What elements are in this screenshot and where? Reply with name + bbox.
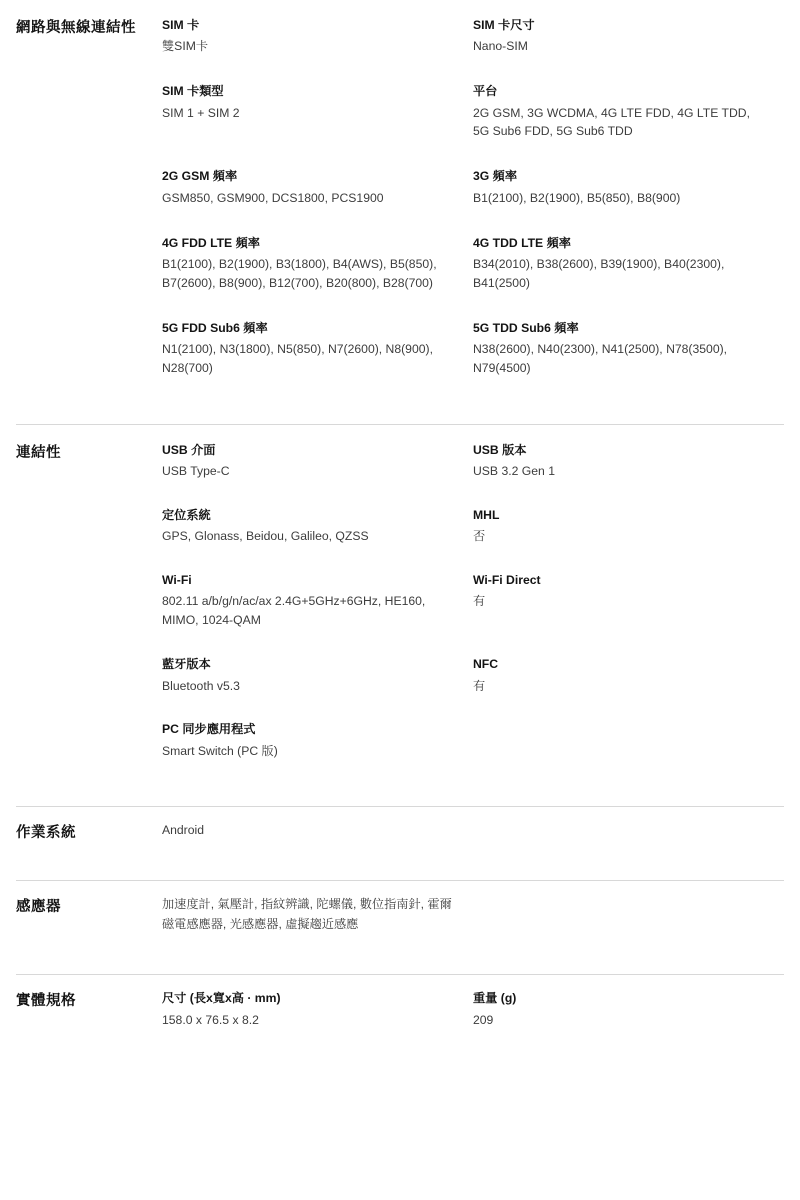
section-title-os: 作業系統 <box>16 824 76 841</box>
spec-label: SIM 卡 <box>162 18 200 32</box>
spec-item-sim-card <box>162 16 473 56</box>
spec-item-wifi-direct <box>473 571 784 630</box>
spec-value: SIM 1 + SIM 2 <box>162 105 240 120</box>
spec-label: Wi-Fi <box>162 573 192 588</box>
section-body-network <box>152 16 784 404</box>
spec-item-bluetooth <box>162 655 473 695</box>
spec-value: 有 <box>473 678 486 693</box>
spec-value: B1(2100), B2(1900), B5(850), B8(900) <box>473 190 681 205</box>
spec-value: 加速度計, 氣壓計, 指紋辨識, 陀螺儀, 數位指南針, 霍爾磁電感應器, 光感應器, 虛擬趨近感應 <box>162 897 452 931</box>
spec-label: 4G FDD LTE 頻率 <box>162 235 260 250</box>
spec-label: 3G 頻率 <box>473 169 518 184</box>
spec-label: MHL <box>473 507 500 522</box>
spec-item-usb-version <box>473 441 784 481</box>
spec-label: 5G FDD Sub6 頻率 <box>162 320 268 335</box>
spec-value: Bluetooth v5.3 <box>162 678 240 693</box>
spec-item-usb-interface <box>162 441 473 481</box>
spec-label: SIM 卡類型 <box>162 84 224 99</box>
spec-value: Android <box>162 822 205 837</box>
spec-value: 2G GSM, 3G WCDMA, 4G LTE FDD, 4G LTE TDD, 5G Sub6 FDD, 5G Sub6 TDD <box>473 105 750 139</box>
spec-value: B34(2010), B38(2600), B39(1900), B40(2300), B41(2500) <box>473 256 725 290</box>
section-body-connectivity <box>152 441 784 786</box>
spec-value: N38(2600), N40(2300), N41(2500), N78(3500), N79(4500) <box>473 341 728 375</box>
spec-label: NFC <box>473 657 499 672</box>
spacer <box>16 786 784 806</box>
section-sensors <box>16 881 784 974</box>
spec-item-pc-sync-app <box>162 720 473 760</box>
spec-item-sensors <box>162 895 473 934</box>
spec-value: USB Type-C <box>162 464 230 479</box>
spec-value: 雙SIM卡 <box>162 39 209 54</box>
spec-label: PC 同步應用程式 <box>162 722 256 737</box>
section-body-os <box>152 821 784 865</box>
section-connectivity <box>16 425 784 786</box>
spec-label: Wi-Fi Direct <box>473 573 541 588</box>
spec-label: 尺寸 (長x寬x高 · mm) <box>162 991 281 1006</box>
section-operating-system <box>16 807 784 881</box>
spec-item-4g-tdd <box>473 234 784 293</box>
spec-label: USB 介面 <box>162 442 216 457</box>
spec-item-dimensions <box>162 989 473 1029</box>
spec-item-sim-type <box>162 82 473 141</box>
spec-value: GPS, Glonass, Beidou, Galileo, QZSS <box>162 529 369 544</box>
spec-value: N1(2100), N3(1800), N5(850), N7(2600), N8(900), N28(700) <box>162 341 433 375</box>
spec-label: 藍牙版本 <box>162 657 211 672</box>
spec-item-weight <box>473 989 784 1029</box>
section-title-sensors: 感應器 <box>16 899 61 916</box>
spec-value: B1(2100), B2(1900), B3(1800), B4(AWS), B5(850), B7(2600), B8(900), B12(700), B20(800), B28(700) <box>162 256 437 290</box>
section-network-wireless <box>16 0 784 404</box>
spec-value: GSM850, GSM900, DCS1800, PCS1900 <box>162 190 384 205</box>
spec-item-4g-fdd <box>162 234 473 293</box>
spec-item-5g-tdd <box>473 319 784 378</box>
spec-item-location-system <box>162 506 473 546</box>
spec-item-3g <box>473 167 784 207</box>
spec-item-nfc <box>473 655 784 695</box>
section-physical-specs <box>16 975 784 1053</box>
spec-value: Nano-SIM <box>473 39 528 54</box>
spec-item-sim-size <box>473 16 784 56</box>
section-title-connectivity: 連結性 <box>16 444 61 461</box>
section-title-physical: 實體規格 <box>16 993 76 1010</box>
spec-value: USB 3.2 Gen 1 <box>473 464 555 479</box>
spec-value: 209 <box>473 1012 494 1027</box>
spec-value: 有 <box>473 594 486 609</box>
spec-label: 平台 <box>473 84 498 99</box>
spec-item-os <box>162 821 784 841</box>
spec-item-wifi <box>162 571 473 630</box>
spec-label: 5G TDD Sub6 頻率 <box>473 320 579 335</box>
spec-label: 2G GSM 頻率 <box>162 169 238 184</box>
section-body-physical <box>152 989 784 1053</box>
spec-item-2g-gsm <box>162 167 473 207</box>
spec-value: 否 <box>473 529 486 544</box>
spec-item-5g-fdd <box>162 319 473 378</box>
spec-value: Smart Switch (PC 版) <box>162 743 278 758</box>
spec-label: SIM 卡尺寸 <box>473 18 535 32</box>
section-body-sensors <box>152 895 784 958</box>
spacer <box>16 404 784 424</box>
spec-label: USB 版本 <box>473 442 527 457</box>
spec-label: 重量 (g) <box>473 991 517 1006</box>
spec-label: 定位系統 <box>162 507 211 522</box>
spec-label: 4G TDD LTE 頻率 <box>473 235 571 250</box>
section-title-network: 網路與無線連結性 <box>16 20 136 36</box>
spec-item-platform <box>473 82 784 141</box>
spec-value: 802.11 a/b/g/n/ac/ax 2.4G+5GHz+6GHz, HE160, MIMO, 1024-QAM <box>162 594 426 628</box>
spec-value: 158.0 x 76.5 x 8.2 <box>162 1012 259 1027</box>
spec-item-mhl <box>473 506 784 546</box>
